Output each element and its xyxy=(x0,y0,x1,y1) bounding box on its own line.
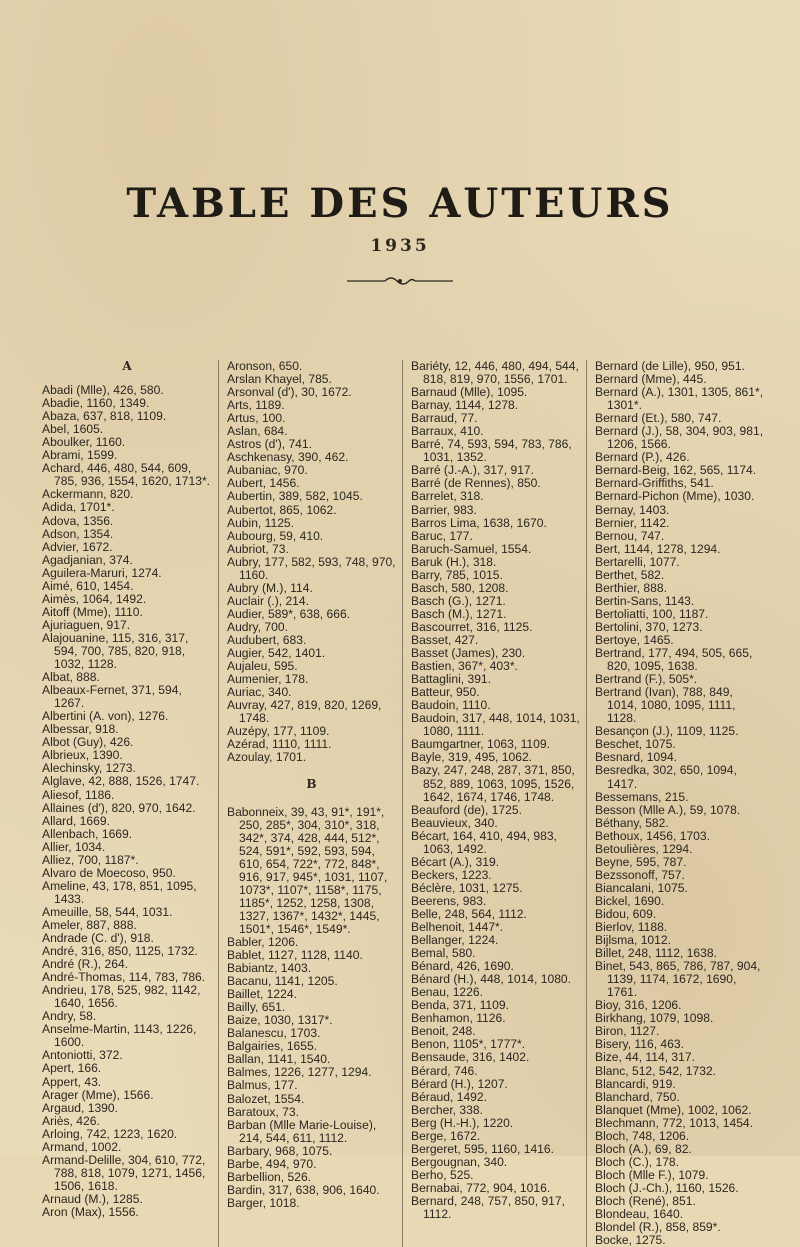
author-entry: Bertrand (Ivan), 788, 849, 1014, 1080, 1095, 1111, 1128. xyxy=(595,685,736,726)
author-entry: Bérard, 746. xyxy=(411,1063,478,1078)
author-entry: Bernard (de Lille), 950, 951. xyxy=(595,359,745,373)
author-entry: Aliesof, 1186. xyxy=(42,787,115,802)
author-entry: Belle, 248, 564, 1112. xyxy=(411,906,527,921)
author-entry: Agadjanian, 374. xyxy=(42,552,133,567)
author-entry: Besson (Mlle A.), 59, 1078. xyxy=(595,802,741,817)
author-entry: Bascourret, 316, 1125. xyxy=(411,619,533,634)
author-entry: Adson, 1354. xyxy=(42,526,114,541)
author-entry: Albot (Guy), 426. xyxy=(42,735,134,750)
author-entry: Audier, 589*, 638, 666. xyxy=(227,606,351,621)
author-entry: Beschet, 1075. xyxy=(595,737,676,752)
author-entry: Besnard, 1094. xyxy=(595,750,678,765)
author-entry: Alglave, 42, 888, 1526, 1747. xyxy=(42,774,200,789)
author-entry: Basch, 580, 1208. xyxy=(411,580,509,595)
author-entry: Auvray, 427, 819, 820, 1269, 1748. xyxy=(227,698,382,726)
author-entry: Blanc, 512, 542, 1732. xyxy=(595,1063,717,1078)
author-entry: Babler, 1206. xyxy=(227,934,299,949)
author-entry: Bickel, 1690. xyxy=(595,893,665,908)
author-entry: Arnaud (M.), 1285. xyxy=(42,1191,143,1206)
author-entry: Biron, 1127. xyxy=(595,1024,660,1039)
author-entry: Aimès, 1064, 1492. xyxy=(42,591,147,606)
author-entry: Auriac, 340. xyxy=(227,685,292,700)
author-entry: Benoit, 248. xyxy=(411,1024,476,1039)
author-entry: Bioy, 316, 1206. xyxy=(595,998,682,1013)
author-entry: Ackermann, 820. xyxy=(42,487,134,502)
author-entry: Beauvieux, 340. xyxy=(411,815,498,830)
author-entry: Bemal, 580. xyxy=(411,946,476,961)
author-entry: Barré (J.-A.), 317, 917. xyxy=(411,463,535,478)
author-entry: Berge, 1672. xyxy=(411,1128,481,1143)
author-entry: Barbary, 968, 1075. xyxy=(227,1143,333,1158)
author-entry: Allard, 1669. xyxy=(42,813,110,828)
author-entry: Adida, 1701*. xyxy=(42,500,115,515)
author-entry: Apert, 166. xyxy=(42,1061,102,1076)
author-entry: Aboulker, 1160. xyxy=(42,435,126,450)
ornament-divider-icon xyxy=(345,274,455,288)
author-entry: Bethoux, 1456, 1703. xyxy=(595,828,710,843)
author-entry: Benhamon, 1126. xyxy=(411,1011,506,1026)
author-entry: Barbellion, 526. xyxy=(227,1169,312,1184)
author-entry: Ajuriaguen, 917. xyxy=(42,617,131,632)
author-entry: Bertoye, 1465. xyxy=(595,632,674,647)
author-entry: Bloch (C.), 178. xyxy=(595,1154,680,1169)
author-entry: Bernard-Pichon (Mme), 1030. xyxy=(595,489,755,504)
author-entry: Bisery, 116, 463. xyxy=(595,1037,684,1052)
author-entry: Bernard (P.), 426. xyxy=(595,450,690,465)
author-entry: Bensaude, 316, 1402. xyxy=(411,1050,530,1065)
author-entry: Bloch (J.-Ch.), 1160, 1526. xyxy=(595,1180,739,1195)
author-entry: Aubertin, 389, 582, 1045. xyxy=(227,489,363,504)
author-entry: Anselme-Martin, 1143, 1226, 1600. xyxy=(42,1022,197,1050)
author-entry: Alliez, 700, 1187*. xyxy=(42,852,139,867)
author-entry: Armand-Delille, 304, 610, 772, 788, 818, 1079, 1271, 1456, 1506, 1618. xyxy=(42,1152,206,1193)
author-entry: Barry, 785, 1015. xyxy=(411,567,503,582)
author-entry: Bénard (H.), 448, 1014, 1080. xyxy=(411,972,572,987)
author-entry: Arsonval (d'), 30, 1672. xyxy=(227,385,352,400)
author-entry: Bastien, 367*, 403*. xyxy=(411,659,518,674)
author-entry: Aubry, 177, 582, 593, 748, 970, 1160. xyxy=(227,554,396,582)
author-entry: Barré (de Rennes), 850. xyxy=(411,476,541,491)
author-entry: Audry, 700. xyxy=(227,619,288,634)
author-entry: Babiantz, 1403. xyxy=(227,961,312,976)
index-column xyxy=(586,360,770,1247)
author-entry: Armand, 1002. xyxy=(42,1139,122,1154)
author-entry: Bloch (A.), 69, 82. xyxy=(595,1141,692,1156)
author-entry: Ameline, 43, 178, 851, 1095, 1433. xyxy=(42,878,197,906)
author-entry: Bernard-Beig, 162, 565, 1174. xyxy=(595,463,757,478)
author-entry: Azérad, 1110, 1111. xyxy=(227,737,332,752)
author-entry: Blondel (R.), 858, 859*. xyxy=(595,1220,721,1235)
author-entry: Argaud, 1390. xyxy=(42,1100,118,1115)
author-entry: Albrieux, 1390. xyxy=(42,748,123,763)
author-entry: Batteur, 950. xyxy=(411,685,480,700)
author-entry: Bernard-Griffiths, 541. xyxy=(595,476,714,491)
author-entry: Aitoff (Mme), 1110. xyxy=(42,604,143,619)
author-entry: Benda, 371, 1109. xyxy=(411,998,509,1013)
author-entry: Barrier, 983. xyxy=(411,502,477,517)
author-entry: Allaines (d'), 820, 970, 1642. xyxy=(42,800,196,815)
page-year: 1935 xyxy=(370,236,430,256)
author-entry: Baratoux, 73. xyxy=(227,1104,299,1119)
author-entry: Ariès, 426. xyxy=(42,1113,100,1128)
author-entry: Basch (M.), 1271. xyxy=(411,606,507,621)
author-entry: Bazy, 247, 248, 287, 371, 850, 852, 889, 1063, 1095, 1526, 1642, 1674, 1746, 1748. xyxy=(411,763,575,804)
author-entry: Beauford (de), 1725. xyxy=(411,802,522,817)
author-entry: Balmes, 1226, 1277, 1294. xyxy=(227,1065,372,1080)
author-entry: Barnaud (Mlle), 1095. xyxy=(411,385,528,400)
author-entry: Baudoin, 317, 448, 1014, 1031, 1080, 1111. xyxy=(411,711,580,739)
author-entry: Aguilera-Maruri, 1274. xyxy=(42,565,162,580)
author-entry: Berthier, 888. xyxy=(595,580,667,595)
author-entry: Aubriot, 73. xyxy=(227,541,289,556)
author-entry: Bergeret, 595, 1160, 1416. xyxy=(411,1141,554,1156)
author-entry: Antoniotti, 372. xyxy=(42,1048,123,1063)
author-entry: Barrelet, 318. xyxy=(411,489,484,504)
author-entry: Beyne, 595, 787. xyxy=(595,854,687,869)
author-entry: Berg (H.-H.), 1220. xyxy=(411,1115,514,1130)
author-entry: Audubert, 683. xyxy=(227,632,307,647)
author-entry: Bertrand (F.), 505*. xyxy=(595,672,698,687)
author-entry: Aubourg, 59, 410. xyxy=(227,528,324,543)
author-entry: Auzépy, 177, 1109. xyxy=(227,724,330,739)
author-entry: Auclair (.), 214. xyxy=(227,593,309,608)
author-entry: Allenbach, 1669. xyxy=(42,826,133,841)
author-entry: Baruk (H.), 318. xyxy=(411,554,497,569)
author-entry: Aumenier, 178. xyxy=(227,672,309,687)
author-entry: Barnay, 1144, 1278. xyxy=(411,398,519,413)
author-entry: Bariéty, 12, 446, 480, 494, 544, 818, 819, 970, 1556, 1701. xyxy=(411,359,579,387)
author-entry: Bize, 44, 114, 317. xyxy=(595,1050,695,1065)
author-entry: Baize, 1030, 1317*. xyxy=(227,1013,333,1028)
author-entry: Albertini (A. von), 1276. xyxy=(42,709,169,724)
page-title: TABLE DES AUTEURS xyxy=(126,180,674,227)
author-entry: Andrade (C. d'), 918. xyxy=(42,931,154,946)
author-entry: Ameuille, 58, 544, 1031. xyxy=(42,904,173,919)
author-entry: Billet, 248, 1112, 1638. xyxy=(595,946,717,961)
author-entry: Berthet, 582. xyxy=(595,567,665,582)
author-entry: Baumgartner, 1063, 1109. xyxy=(411,737,550,752)
author-entry: Bercher, 338. xyxy=(411,1102,483,1117)
author-entry: Basset, 427. xyxy=(411,632,479,647)
author-entry: Arloing, 742, 1223, 1620. xyxy=(42,1126,178,1141)
index-column xyxy=(402,360,586,1247)
author-entry: Barban (Mlle Marie-Louise), 214, 544, 611, 1112. xyxy=(227,1117,377,1145)
author-entry: Aubert, 1456. xyxy=(227,476,300,491)
author-entry: Belhenoit, 1447*. xyxy=(411,920,504,935)
author-entry: Bierlov, 1188. xyxy=(595,920,668,935)
author-entry: Bocke, 1275. xyxy=(595,1233,666,1247)
author-entry: Augier, 542, 1401. xyxy=(227,646,326,661)
author-entry: Aubry (M.), 114. xyxy=(227,580,313,595)
author-entry: Bernard (Et.), 580, 747. xyxy=(595,411,722,426)
section-letter: A xyxy=(122,359,132,373)
author-entry: Besredka, 302, 650, 1094, 1417. xyxy=(595,763,737,791)
author-entry: Birkhang, 1079, 1098. xyxy=(595,1011,714,1026)
author-entry: Betoulières, 1294. xyxy=(595,841,693,856)
author-entry: Abel, 1605. xyxy=(42,422,104,437)
index-column xyxy=(34,360,218,1247)
author-entry: Aubertot, 865, 1062. xyxy=(227,502,337,517)
author-entry: Arts, 1189. xyxy=(227,398,285,413)
author-entry: Béclère, 1031, 1275. xyxy=(411,880,523,895)
author-entry: Bert, 1144, 1278, 1294. xyxy=(595,541,721,556)
author-entry: Blechmann, 772, 1013, 1454. xyxy=(595,1115,754,1130)
index-column xyxy=(218,360,402,1247)
author-entry: Bessemans, 215. xyxy=(595,789,689,804)
author-entry: Andrieu, 178, 525, 982, 1142, 1640, 1656. xyxy=(42,983,201,1011)
author-entry: Aslan, 684. xyxy=(227,424,288,439)
author-entry: Aschkenasy, 390, 462. xyxy=(227,450,349,465)
author-entry: Albeaux-Fernet, 371, 594, 1267. xyxy=(42,683,182,711)
author-entry: Albat, 888. xyxy=(42,670,100,685)
author-entry: Abrami, 1599. xyxy=(42,448,118,463)
author-entry: Bernou, 747. xyxy=(595,528,665,543)
author-entry: Babonneix, 39, 43, 91*, 191*, 250, 285*, 304, 310*, 318, 342*, 374, 428, 444, 512*, 524, 591*, 592, 593, 594, 610, 654, 722*, 772, 848*, 916, 917, 945*, 1031, 1107, 1073*, 1107*, 1158*, 1175, 1185*, 1252, 1258, 1308, 1327, 1367*, 1432*, 1445, 1501*, 1546*, 1549*. xyxy=(227,804,388,936)
author-entry: Ballan, 1141, 1540. xyxy=(227,1052,331,1067)
author-entry: Artus, 100. xyxy=(227,411,286,426)
author-entry: Bloch (René), 851. xyxy=(595,1194,696,1208)
author-entry: Béthany, 582. xyxy=(595,815,669,830)
author-entry: Balmus, 177. xyxy=(227,1078,298,1093)
author-entry: Bloch (Mlle F.), 1079. xyxy=(595,1167,709,1182)
author-entry: Bayle, 319, 495, 1062. xyxy=(411,750,533,765)
author-entry: Bailly, 651. xyxy=(227,1000,286,1015)
author-entry: Bacanu, 1141, 1205. xyxy=(227,974,338,989)
author-entry: Advier, 1672. xyxy=(42,539,113,554)
author-entry: Aron (Max), 1556. xyxy=(42,1205,139,1219)
author-entry: Blanquet (Mme), 1002, 1062. xyxy=(595,1102,752,1117)
author-index-columns xyxy=(34,360,772,1247)
author-entry: Adova, 1356. xyxy=(42,513,114,528)
author-entry: André, 316, 850, 1125, 1732. xyxy=(42,944,198,959)
author-entry: Bijlsma, 1012. xyxy=(595,933,671,948)
section-letter: B xyxy=(306,777,317,792)
author-entry: Bernard (Mme), 445. xyxy=(595,372,707,387)
author-entry: Barbe, 494, 970. xyxy=(227,1156,317,1171)
author-entry: Bernard (A.), 1301, 1305, 861*, 1301*. xyxy=(595,385,764,413)
author-entry: Bécart, 164, 410, 494, 983, 1063, 1492. xyxy=(411,828,557,856)
author-entry: Bertarelli, 1077. xyxy=(595,554,680,569)
author-entry: Baruc, 177. xyxy=(411,528,473,543)
author-entry: Bernard (J.), 58, 304, 903, 981, 1206, 1566. xyxy=(595,424,764,452)
author-entry: Alechinsky, 1273. xyxy=(42,761,136,776)
author-entry: Bernabai, 772, 904, 1016. xyxy=(411,1180,551,1195)
author-entry: André-Thomas, 114, 783, 786. xyxy=(42,970,206,985)
author-entry: Barraux, 410. xyxy=(411,424,484,439)
author-entry: Baillet, 1224. xyxy=(227,987,297,1002)
author-entry: Baruch-Samuel, 1554. xyxy=(411,541,532,556)
author-entry: Appert, 43. xyxy=(42,1074,102,1089)
author-entry: Astros (d'), 741. xyxy=(227,437,312,452)
author-entry: Battaglini, 391. xyxy=(411,672,492,687)
author-entry: Béraud, 1492. xyxy=(411,1089,487,1104)
author-entry: Alajouanine, 115, 316, 317, 594, 700, 785, 820, 918, 1032, 1128. xyxy=(42,630,189,672)
author-entry: Balgairies, 1655. xyxy=(227,1039,318,1054)
author-entry: Aronson, 650. xyxy=(227,359,303,373)
author-entry: Abaza, 637, 818, 1109. xyxy=(42,409,167,424)
author-entry: Bérard (H.), 1207. xyxy=(411,1076,508,1091)
author-entry: Basset (James), 230. xyxy=(411,646,526,661)
author-entry: Bergougnan, 340. xyxy=(411,1154,508,1169)
author-entry: Biancalani, 1075. xyxy=(595,880,688,895)
author-entry: Bertolini, 370, 1273. xyxy=(595,619,703,634)
author-entry: Barraud, 77. xyxy=(411,411,478,426)
author-entry: Blanchard, 750. xyxy=(595,1089,680,1104)
author-entry: Arager (Mme), 1566. xyxy=(42,1087,154,1102)
author-entry: Binet, 543, 865, 786, 787, 904, 1139, 1174, 1672, 1690, 1761. xyxy=(595,959,761,1000)
author-entry: Benau, 1226. xyxy=(411,985,483,1000)
author-entry: Balanescu, 1703. xyxy=(227,1026,321,1041)
author-entry: Achard, 446, 480, 544, 609, 785, 936, 1554, 1620, 1713*. xyxy=(42,461,211,489)
author-entry: Bellanger, 1224. xyxy=(411,933,499,948)
author-entry: Blancardi, 919. xyxy=(595,1076,676,1091)
author-entry: Basch (G.), 1271. xyxy=(411,593,506,608)
author-entry: Bezssonoff, 757. xyxy=(595,867,685,882)
author-entry: Bénard, 426, 1690. xyxy=(411,959,514,974)
author-entry: Bloch, 748, 1206. xyxy=(595,1128,690,1143)
author-entry: Aubin, 1125. xyxy=(227,515,295,530)
author-entry: Andry, 58. xyxy=(42,1009,97,1024)
author-entry: Bernier, 1142. xyxy=(595,515,670,530)
author-entry: Besançon (J.), 1109, 1125. xyxy=(595,724,739,739)
author-entry: Blondeau, 1640. xyxy=(595,1207,684,1222)
author-entry: Allier, 1034. xyxy=(42,839,106,854)
author-entry: Bertrand, 177, 494, 505, 665, 820, 1095, 1638. xyxy=(595,646,753,674)
author-entry: Alvaro de Moecoso, 950. xyxy=(42,865,176,880)
author-entry: André (R.), 264. xyxy=(42,957,129,972)
author-entry: Beckers, 1223. xyxy=(411,867,492,882)
author-entry: Albessar, 918. xyxy=(42,722,119,737)
author-entry: Ameler, 887, 888. xyxy=(42,917,137,932)
author-entry: Azoulay, 1701. xyxy=(227,750,307,765)
author-entry: Abadi (Mlle), 426, 580. xyxy=(42,383,164,398)
author-entry: Bernay, 1403. xyxy=(595,502,670,517)
author-entry: Baudoin, 1110. xyxy=(411,698,491,713)
author-entry: Beerens, 983. xyxy=(411,893,487,908)
author-entry: Aubaniac, 970. xyxy=(227,463,308,478)
author-entry: Bidou, 609. xyxy=(595,906,657,921)
author-entry: Bardin, 317, 638, 906, 1640. xyxy=(227,1182,380,1197)
author-entry: Barger, 1018. xyxy=(227,1195,300,1210)
author-entry: Balozet, 1554. xyxy=(227,1091,305,1106)
author-entry: Barros Lima, 1638, 1670. xyxy=(411,515,547,530)
author-entry: Arslan Khayel, 785. xyxy=(227,372,332,387)
author-entry: Bertoliatti, 100, 1187. xyxy=(595,606,709,621)
author-entry: Aujaleu, 595. xyxy=(227,659,298,674)
author-entry: Benon, 1105*, 1777*. xyxy=(411,1037,526,1052)
author-entry: Barré, 74, 593, 594, 783, 786, 1031, 1352. xyxy=(411,437,572,465)
author-entry: Bernard, 248, 757, 850, 917, 1112. xyxy=(411,1194,565,1222)
author-entry: Bertin-Sans, 1143. xyxy=(595,593,695,608)
author-entry: Bablet, 1127, 1128, 1140. xyxy=(227,948,363,963)
author-entry: Abadie, 1160, 1349. xyxy=(42,396,150,411)
author-entry: Aimé, 610, 1454. xyxy=(42,578,134,593)
author-entry: Bécart (A.), 319. xyxy=(411,854,500,869)
author-entry: Berho, 525. xyxy=(411,1167,474,1182)
